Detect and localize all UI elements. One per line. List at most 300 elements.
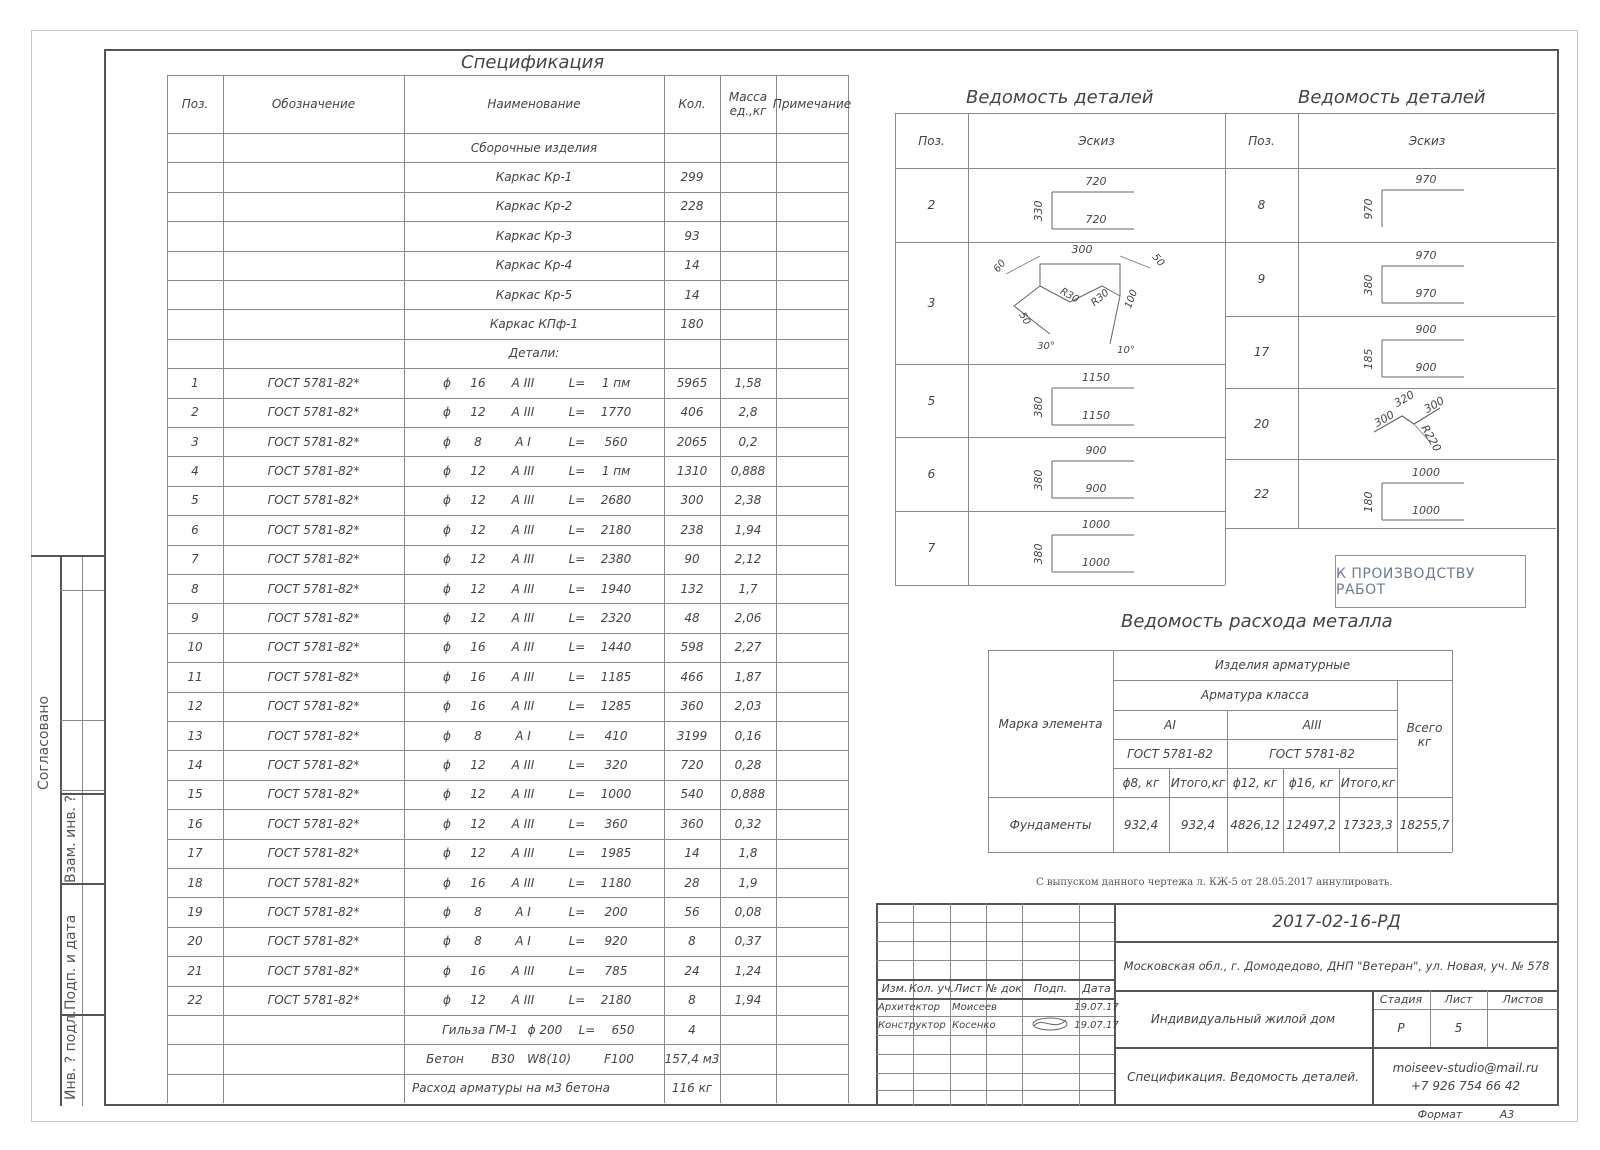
grid-line [988, 852, 1452, 853]
detail-l: L= [568, 758, 586, 773]
detail-l: L= [568, 405, 586, 420]
spec-title: Спецификация [461, 52, 605, 73]
detail-mass: 1,7 [738, 581, 758, 596]
detail-qty: 28 [684, 875, 700, 890]
detail-qty: 466 [680, 669, 704, 684]
sketch-top-dim: 1000 [1082, 518, 1110, 531]
detail-diameter: 12 [470, 758, 486, 773]
detail-length: 2320 [600, 611, 632, 626]
consumption-name: Расход арматуры на м3 бетона [412, 1081, 610, 1096]
detail-qty: 24 [684, 963, 700, 978]
tb-col-list: Лист [954, 982, 982, 995]
detail-phi: ϕ [443, 816, 451, 831]
detail-length: 2380 [600, 552, 632, 567]
details-right-title: Ведомость деталей [1298, 87, 1486, 108]
detail-l: L= [568, 728, 586, 743]
detail-l: L= [568, 699, 586, 714]
metal-row-value: 17323,3 [1343, 817, 1393, 832]
detail-diameter: 8 [474, 728, 482, 743]
detail-pos: 7 [927, 541, 936, 555]
grid-line [895, 585, 1225, 586]
metal-col-header: ϕ12, кг [1232, 775, 1278, 790]
tb-date: 19.07.17 [1074, 1001, 1119, 1013]
grid-line [876, 1090, 1114, 1091]
detail-diameter: 12 [470, 993, 486, 1008]
grid-line [876, 1073, 1114, 1074]
sleeve-qty: 4 [688, 1022, 696, 1037]
detail-diameter: 16 [470, 640, 486, 655]
detail-pos: 22 [187, 993, 203, 1008]
metal-row-value: 932,4 [1180, 817, 1216, 832]
sketch-detail-20 [1370, 388, 1470, 458]
detail-qty: 132 [680, 581, 704, 596]
metal-total-header: Всего [1406, 720, 1443, 735]
detail-pos: 8 [191, 581, 199, 596]
detail-mass: 0,32 [734, 816, 762, 831]
tb-person: Косенко [952, 1019, 996, 1031]
col-header-note: Примечание [772, 97, 852, 111]
assembly-qty: 299 [680, 170, 704, 185]
detail-pos: 14 [187, 758, 203, 773]
tb-col-izm: Изм. [881, 982, 908, 995]
sketch-detail-17 [1362, 319, 1486, 389]
detail-qty: 540 [680, 787, 704, 802]
detail-pos: 20 [187, 934, 203, 949]
grid-line [876, 922, 1114, 923]
detail-gost: ГОСТ 5781-82* [267, 699, 360, 714]
sketch-detail-6 [1032, 440, 1156, 510]
detail-class: A I [515, 728, 531, 743]
sketch-angle-30: 30° [1037, 341, 1055, 352]
detail-phi: ϕ [443, 758, 451, 773]
assembly-name: Каркас Кр-2 [495, 199, 573, 214]
detail-pos: 4 [191, 464, 199, 479]
detail-l: L= [568, 375, 586, 390]
sketch-dim-100: 100 [1123, 288, 1141, 310]
tb-col-ndoc: № док [986, 982, 1022, 995]
detail-phi: ϕ [443, 993, 451, 1008]
detail-gost: ГОСТ 5781-82* [267, 464, 360, 479]
project-address: Московская обл., г. Домодедово, ДНП "Ветеран", ул. Новая, уч. № 578 [1123, 958, 1550, 973]
details-left-pos-header: Поз. [918, 133, 945, 148]
detail-diameter: 12 [470, 816, 486, 831]
detail-length: 1285 [600, 699, 632, 714]
sleeve-name: Гильза ГМ-1 [442, 1022, 518, 1037]
sketch-side-dim: 380 [1362, 274, 1375, 296]
concrete-qty: 157,4 м3 [664, 1052, 720, 1067]
detail-diameter: 8 [474, 434, 482, 449]
detail-phi: ϕ [443, 464, 451, 479]
detail-mass: 2,27 [734, 640, 762, 655]
detail-length: 1770 [600, 405, 632, 420]
detail-phi: ϕ [443, 405, 451, 420]
detail-class: A III [511, 611, 535, 626]
detail-qty: 360 [680, 699, 704, 714]
detail-l: L= [568, 522, 586, 537]
assembly-qty: 93 [684, 228, 700, 243]
detail-class: A III [511, 758, 535, 773]
detail-phi: ϕ [443, 375, 451, 390]
detail-gost: ГОСТ 5781-82* [267, 875, 360, 890]
detail-pos: 2 [191, 405, 199, 420]
detail-l: L= [568, 669, 586, 684]
detail-length: 410 [604, 728, 628, 743]
tb-col-date: Дата [1082, 982, 1111, 995]
metal-title: Ведомость расхода металла [1121, 611, 1393, 632]
detail-pos: 22 [1253, 486, 1270, 501]
project-name: Индивидуальный жилой дом [1150, 1011, 1336, 1026]
detail-phi: ϕ [443, 905, 451, 920]
detail-mass: 1,94 [734, 522, 762, 537]
detail-class: A III [511, 464, 535, 479]
detail-length: 1 пм [601, 375, 631, 390]
sketch-dim-300b: 300 [1421, 394, 1447, 416]
sketch-dim-320: 320 [1391, 388, 1417, 410]
format-value: А3 [1499, 1107, 1515, 1121]
detail-mass: 0,37 [734, 934, 762, 949]
sketch-bottom-dim: 720 [1085, 213, 1107, 226]
detail-diameter: 12 [470, 846, 486, 861]
concrete-w: W8(10) [526, 1052, 572, 1067]
detail-class: A III [511, 375, 535, 390]
detail-pos: 10 [187, 640, 203, 655]
detail-length: 1440 [600, 640, 632, 655]
detail-pos: 6 [927, 467, 936, 481]
detail-gost: ГОСТ 5781-82* [267, 522, 360, 537]
detail-mass: 1,94 [734, 993, 762, 1008]
assembly-name: Каркас КПф-1 [489, 317, 579, 332]
detail-qty: 300 [680, 493, 704, 508]
metal-row-value: 932,4 [1123, 817, 1159, 832]
detail-l: L= [568, 905, 586, 920]
detail-length: 2680 [600, 493, 632, 508]
metal-col-header: Итого,кг [1340, 775, 1396, 790]
detail-pos: 19 [187, 905, 203, 920]
assembly-name: Каркас Кр-1 [495, 170, 573, 185]
metal-col-header: Итого,кг [1170, 775, 1226, 790]
detail-length: 360 [604, 816, 628, 831]
assembly-name: Каркас Кр-4 [495, 258, 573, 273]
drawing-code: 2017-02-16-РД [1272, 912, 1401, 932]
detail-l: L= [568, 846, 586, 861]
grid-line [876, 941, 1114, 942]
assembly-qty: 228 [680, 199, 704, 214]
detail-qty: 8 [688, 934, 696, 949]
detail-pos: 12 [187, 699, 203, 714]
tb-person: Моисеев [952, 1001, 997, 1013]
detail-pos: 3 [191, 434, 199, 449]
detail-class: A III [511, 993, 535, 1008]
detail-pos: 2 [927, 198, 936, 212]
detail-gost: ГОСТ 5781-82* [267, 993, 360, 1008]
detail-length: 560 [604, 434, 628, 449]
detail-l: L= [568, 552, 586, 567]
detail-length: 200 [604, 905, 628, 920]
sketch-top-dim: 1000 [1412, 466, 1440, 479]
detail-mass: 0,16 [734, 728, 762, 743]
detail-l: L= [568, 787, 586, 802]
detail-class: A III [511, 787, 535, 802]
sleeve-l: L= [578, 1022, 596, 1037]
detail-mass: 1,87 [734, 669, 762, 684]
consumption-qty: 116 кг [671, 1081, 713, 1096]
detail-class: A I [515, 905, 531, 920]
detail-pos: 1 [191, 375, 199, 390]
grid-line [848, 75, 849, 1103]
metal-gost1: ГОСТ 5781-82 [1127, 746, 1213, 761]
sketch-detail-2 [1032, 171, 1156, 241]
detail-diameter: 16 [470, 669, 486, 684]
detail-length: 2180 [600, 522, 632, 537]
tb-col-podp: Подп. [1033, 982, 1068, 995]
annul-note: С выпуском данного чертежа л. КЖ-5 от 28.05.2017 аннулировать. [1036, 877, 1393, 888]
sketch-detail-5 [1032, 367, 1156, 437]
metal-row-value: 18255,7 [1399, 817, 1450, 832]
detail-mass: 2,38 [734, 493, 762, 508]
details-left-title: Ведомость деталей [966, 87, 1154, 108]
concrete-name: Бетон [426, 1052, 464, 1067]
detail-qty: 238 [680, 522, 704, 537]
agreed-label: Согласовано [36, 695, 52, 790]
detail-l: L= [568, 963, 586, 978]
detail-pos: 15 [187, 787, 203, 802]
detail-gost: ГОСТ 5781-82* [267, 934, 360, 949]
detail-phi: ϕ [443, 522, 451, 537]
sketch-detail-9 [1362, 245, 1486, 315]
tb-col-kol: Кол. уч. [908, 982, 955, 995]
detail-class: A III [511, 552, 535, 567]
detail-gost: ГОСТ 5781-82* [267, 493, 360, 508]
detail-qty: 1310 [676, 464, 708, 479]
contact-phone: +7 926 754 66 42 [1410, 1079, 1521, 1093]
detail-gost: ГОСТ 5781-82* [267, 816, 360, 831]
detail-pos: 3 [927, 296, 936, 310]
col-header-pos: Поз. [181, 97, 209, 111]
detail-pos: 5 [191, 493, 199, 508]
detail-class: A III [511, 669, 535, 684]
sketch-r220: R220 [1418, 422, 1444, 454]
detail-phi: ϕ [443, 611, 451, 626]
grid-line [876, 960, 1114, 961]
detail-gost: ГОСТ 5781-82* [267, 434, 360, 449]
detail-mass: 0,888 [730, 464, 766, 479]
sketch-top-dim: 900 [1415, 323, 1437, 336]
detail-l: L= [568, 464, 586, 479]
sketch-top-dim: 970 [1415, 249, 1437, 262]
stage-value: Р [1397, 1021, 1405, 1035]
detail-l: L= [568, 875, 586, 890]
grid-line [876, 1054, 1114, 1055]
grid-line [1298, 113, 1299, 528]
detail-qty: 56 [684, 905, 700, 920]
tb-date: 19.07.17 [1074, 1019, 1119, 1031]
sketch-side-dim: 380 [1032, 543, 1045, 565]
sketch-top-dim: 1150 [1082, 371, 1110, 384]
detail-gost: ГОСТ 5781-82* [267, 375, 360, 390]
detail-mass: 2,06 [734, 611, 762, 626]
detail-phi: ϕ [443, 640, 451, 655]
concrete-f: F100 [604, 1052, 634, 1067]
detail-pos: 17 [1253, 345, 1270, 359]
grid-line [950, 903, 951, 1106]
detail-length: 1000 [600, 787, 632, 802]
detail-class: A III [511, 493, 535, 508]
detail-gost: ГОСТ 5781-82* [267, 963, 360, 978]
sheet-value: 5 [1454, 1021, 1463, 1035]
detail-l: L= [568, 640, 586, 655]
detail-phi: ϕ [443, 699, 451, 714]
detail-diameter: 16 [470, 699, 486, 714]
detail-pos: 9 [1257, 272, 1266, 286]
detail-gost: ГОСТ 5781-82* [267, 405, 360, 420]
col-header-qty: Кол. [678, 97, 706, 111]
sketch-dim-50a: 50 [1149, 251, 1167, 269]
sketch-dim-60: 60 [991, 257, 1009, 275]
sketch-top-dim: 970 [1415, 173, 1437, 186]
detail-length: 2180 [600, 993, 632, 1008]
sketch-detail-7 [1032, 514, 1156, 584]
detail-l: L= [568, 816, 586, 831]
detail-pos: 16 [187, 816, 203, 831]
sketch-detail-3 [990, 244, 1190, 362]
detail-pos: 5 [927, 393, 936, 408]
metal-class-header: Арматура класса [1201, 688, 1309, 702]
sketch-r30a: R30 [1057, 286, 1081, 306]
metal-total-unit: кг [1417, 734, 1432, 749]
podp-label: Подп. и дата [63, 914, 79, 1010]
detail-qty: 598 [680, 640, 704, 655]
format-label: Формат [1417, 1107, 1463, 1121]
vzam-label: Взам. инв. ? [63, 795, 79, 883]
detail-phi: ϕ [443, 493, 451, 508]
detail-length: 1180 [600, 875, 632, 890]
grid-line [776, 75, 777, 1103]
detail-mass: 2,03 [734, 699, 762, 714]
col-header-mass: Масса [728, 89, 768, 104]
metal-ai-header: AI [1164, 717, 1176, 732]
detail-gost: ГОСТ 5781-82* [267, 905, 360, 920]
assembly-name: Каркас Кр-3 [495, 228, 573, 243]
tb-role: Конструктор [878, 1019, 946, 1031]
tb-role: Архитектор [878, 1001, 940, 1013]
sketch-side-dim: 970 [1362, 198, 1375, 220]
details-left-sketch-header: Эскиз [1078, 133, 1115, 148]
metal-row-value: 4826,12 [1230, 817, 1280, 832]
detail-gost: ГОСТ 5781-82* [267, 552, 360, 567]
detail-gost: ГОСТ 5781-82* [267, 640, 360, 655]
detail-class: A III [511, 846, 535, 861]
sketch-side-dim: 380 [1032, 469, 1045, 491]
metal-row-value: 12497,2 [1286, 817, 1336, 832]
concrete-grade: В30 [491, 1052, 515, 1067]
detail-l: L= [568, 611, 586, 626]
assembly-header: Сборочные изделия [470, 140, 598, 155]
metal-items-header: Изделия арматурные [1214, 658, 1351, 672]
detail-gost: ГОСТ 5781-82* [267, 581, 360, 596]
detail-l: L= [568, 993, 586, 1008]
detail-mass: 1,9 [738, 875, 758, 890]
detail-pos: 20 [1253, 416, 1270, 431]
sketch-side-dim: 330 [1032, 200, 1045, 222]
detail-gost: ГОСТ 5781-82* [267, 846, 360, 861]
metal-col-header: ϕ16, кг [1288, 775, 1334, 790]
detail-pos: 8 [1257, 198, 1266, 212]
detail-length: 1940 [600, 581, 632, 596]
detail-pos: 18 [187, 875, 203, 890]
detail-pos: 21 [187, 963, 203, 978]
detail-diameter: 12 [470, 464, 486, 479]
detail-class: A III [511, 581, 535, 596]
signature-mark [1030, 1014, 1070, 1034]
detail-mass: 2,8 [738, 405, 758, 420]
detail-diameter: 12 [470, 611, 486, 626]
assembly-qty: 14 [684, 287, 700, 302]
detail-mass: 1,24 [734, 963, 762, 978]
detail-l: L= [568, 934, 586, 949]
sheet-title: Спецификация. Ведомость деталей. [1127, 1069, 1359, 1084]
metal-col-header: ϕ8, кг [1122, 775, 1160, 790]
sketch-detail-22 [1362, 462, 1486, 532]
detail-phi: ϕ [443, 728, 451, 743]
detail-length: 1 пм [601, 464, 631, 479]
sleeve-phi: ϕ 200 [527, 1022, 563, 1037]
detail-phi: ϕ [443, 552, 451, 567]
detail-mass: 0,08 [734, 905, 762, 920]
detail-mass: 0,2 [738, 434, 758, 449]
detail-qty: 8 [688, 993, 696, 1008]
assembly-qty: 14 [684, 258, 700, 273]
sketch-dim-300a: 300 [1371, 408, 1397, 430]
detail-class: A I [515, 434, 531, 449]
metal-mark-header: Марка элемента [998, 716, 1103, 731]
grid-line [968, 113, 969, 585]
detail-pos: 7 [191, 552, 199, 567]
detail-gost: ГОСТ 5781-82* [267, 787, 360, 802]
contact-email: moiseev-studio@mail.ru [1392, 1061, 1539, 1075]
detail-qty: 2065 [676, 434, 708, 449]
sheets-value [1487, 1009, 1559, 1047]
sketch-angle-10: 10° [1117, 345, 1135, 356]
detail-gost: ГОСТ 5781-82* [267, 758, 360, 773]
detail-phi: ϕ [443, 434, 451, 449]
detail-diameter: 12 [470, 581, 486, 596]
detail-phi: ϕ [443, 581, 451, 596]
sketch-top-dim: 720 [1085, 175, 1107, 188]
details-header: Детали: [508, 346, 560, 361]
details-right-sketch-header: Эскиз [1408, 133, 1446, 148]
detail-mass: 0,28 [734, 758, 762, 773]
detail-phi: ϕ [443, 669, 451, 684]
inv-label: Инв. ? подл. [63, 1010, 79, 1100]
col-header-name: Наименование [487, 97, 581, 111]
detail-class: A III [511, 640, 535, 655]
stage-header: Стадия [1379, 993, 1423, 1006]
detail-qty: 720 [680, 758, 704, 773]
grid-line [876, 1035, 1114, 1036]
detail-gost: ГОСТ 5781-82* [267, 669, 360, 684]
detail-pos: 11 [187, 669, 203, 684]
sketch-bottom-dim: 970 [1415, 287, 1437, 300]
detail-pos: 17 [187, 846, 203, 861]
detail-class: A III [511, 522, 535, 537]
detail-diameter: 12 [470, 493, 486, 508]
detail-diameter: 16 [470, 963, 486, 978]
detail-length: 1185 [600, 669, 632, 684]
detail-pos: 6 [191, 522, 199, 537]
detail-qty: 406 [680, 405, 704, 420]
detail-mass: 2,12 [734, 552, 762, 567]
sketch-bottom-dim: 1150 [1082, 409, 1110, 422]
